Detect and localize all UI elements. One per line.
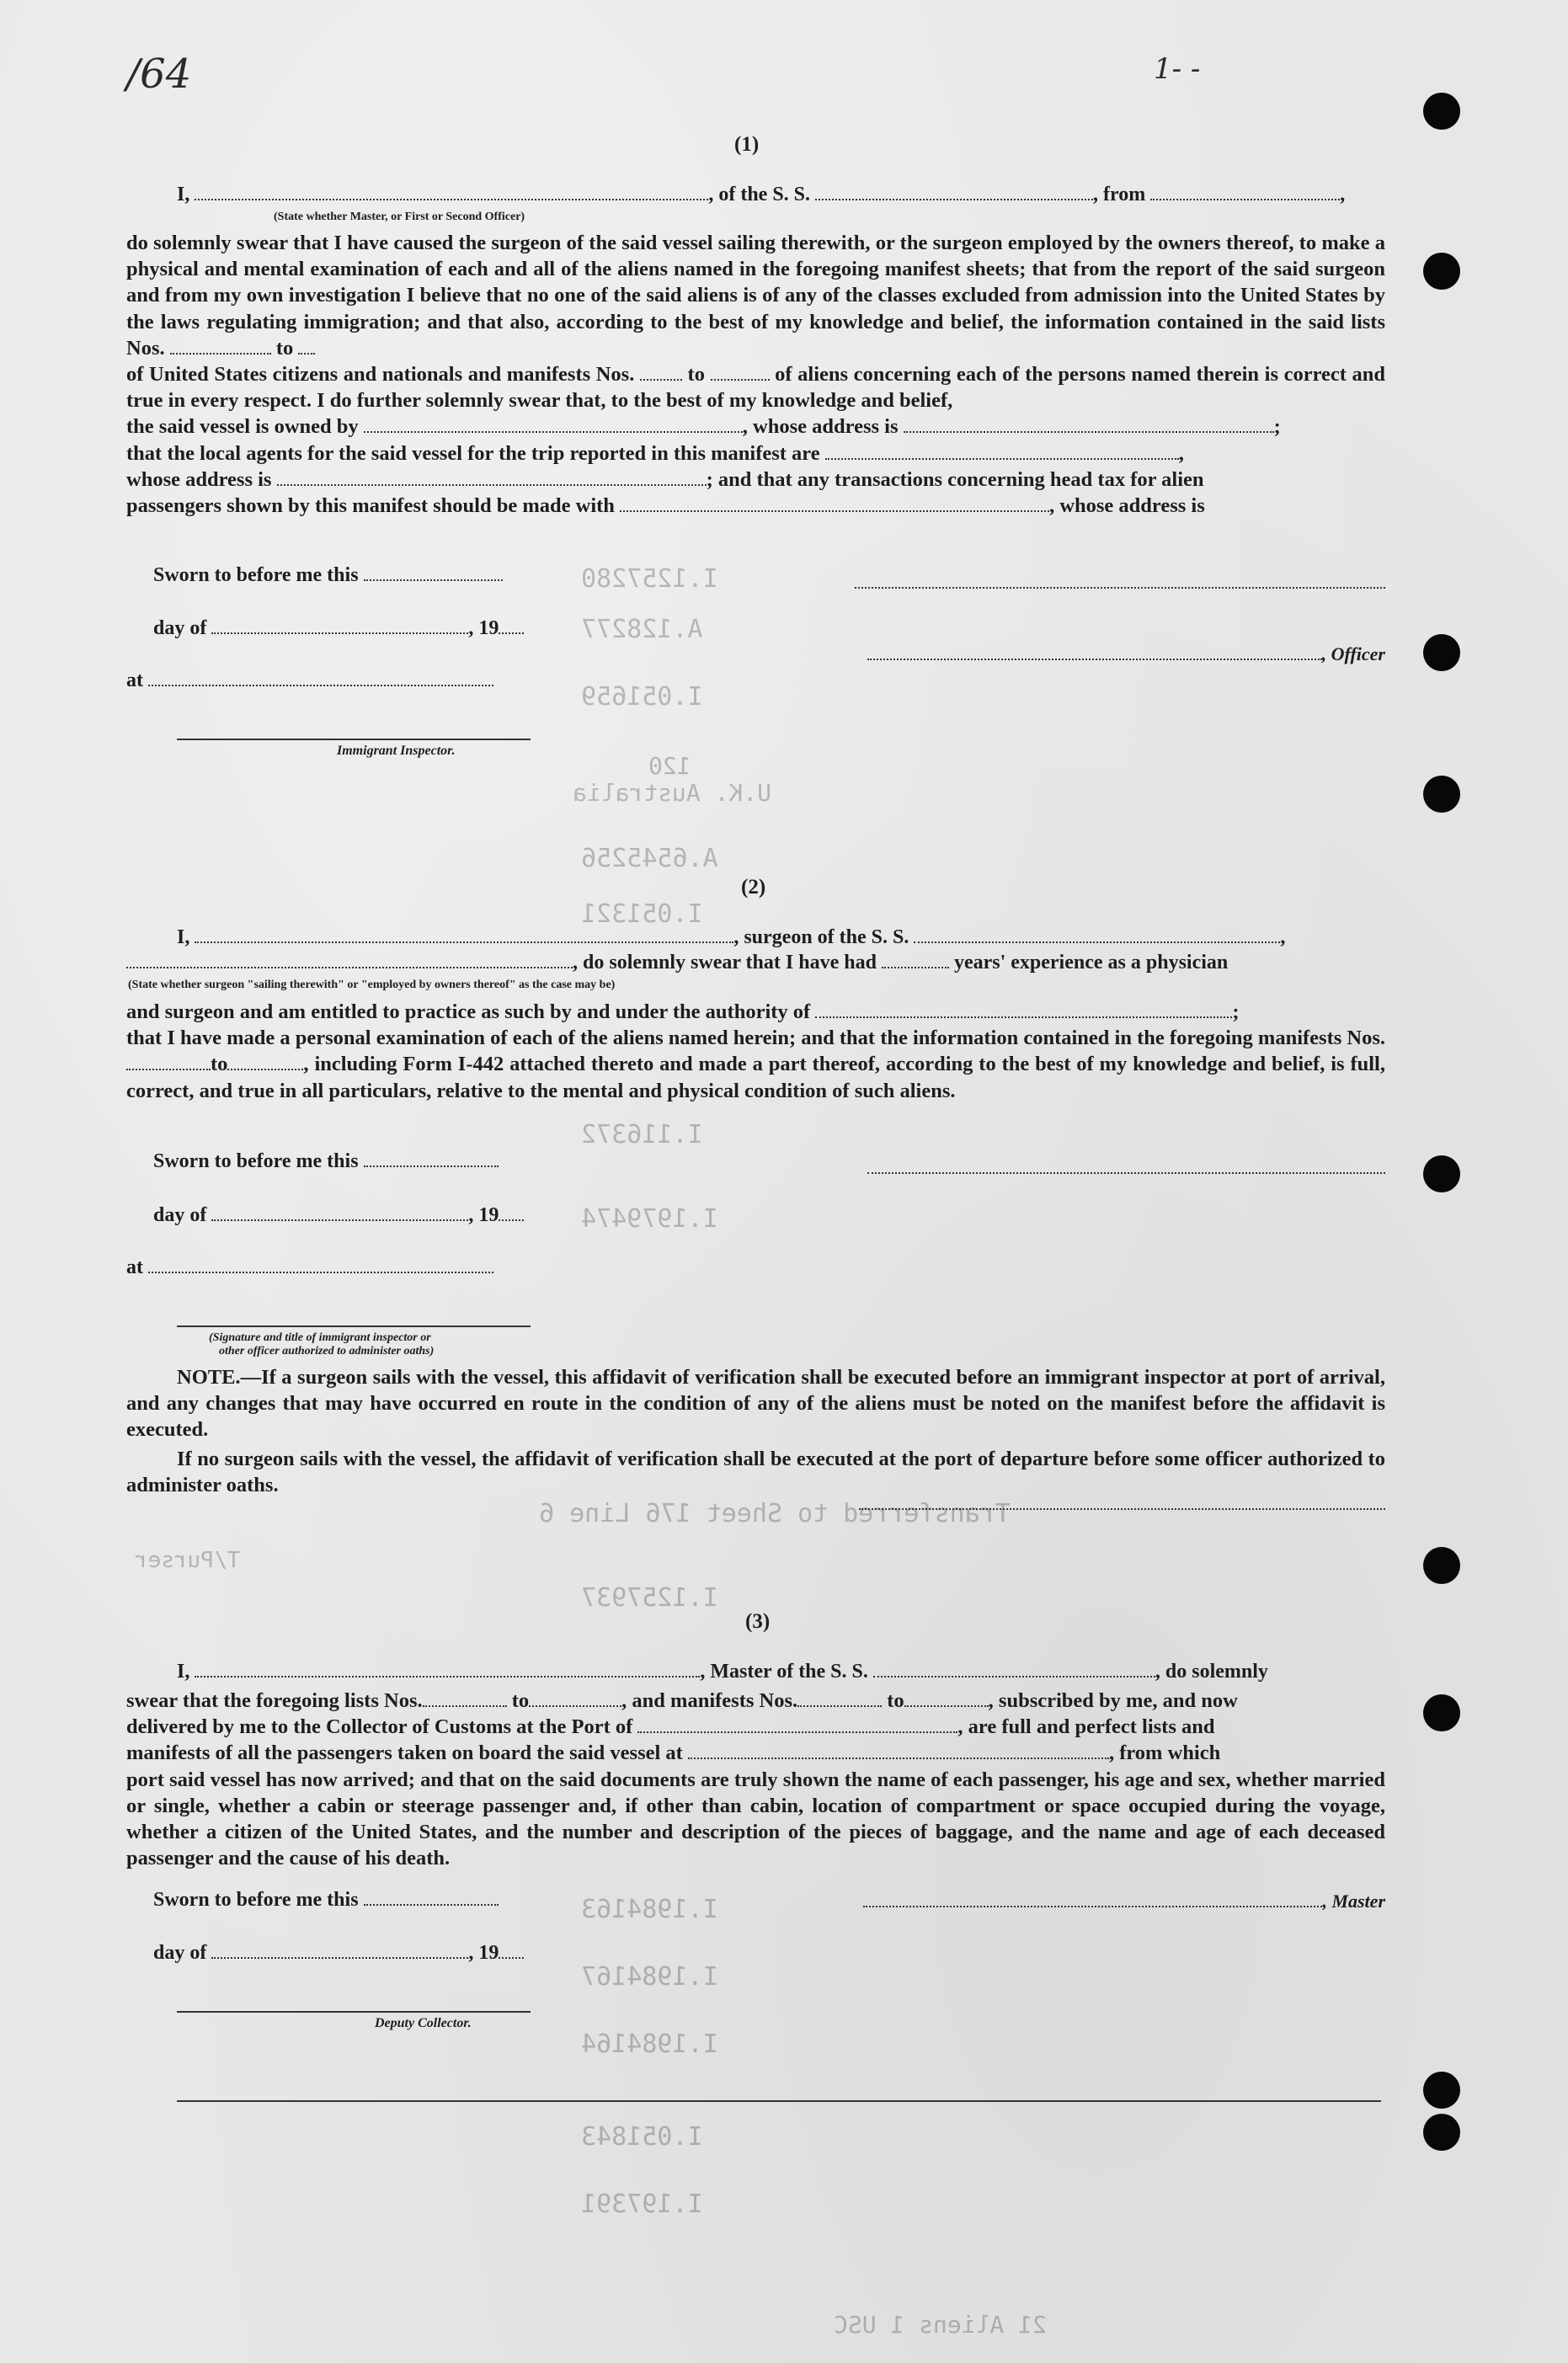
bleed-text: I.051843 xyxy=(581,2122,703,2152)
punch-hole xyxy=(1423,1694,1460,1731)
at-line: at xyxy=(126,669,493,692)
punch-hole xyxy=(1423,1155,1460,1192)
punch-hole xyxy=(1423,2114,1460,2151)
signature-line xyxy=(855,587,1385,589)
punch-hole xyxy=(1423,1547,1460,1584)
bleed-text: I.051659 xyxy=(581,682,703,712)
oath-line: I, , of the S. S. , from , xyxy=(177,184,1346,205)
master-line: I, , Master of the S. S. , do solemnly xyxy=(177,1661,1268,1683)
bleed-text: I.051321 xyxy=(581,899,703,929)
signature-line xyxy=(177,2011,531,2013)
surgeon-line-2: , do solemnly swear that I have had years' experience as a physician xyxy=(126,952,1228,974)
surgeon-line: I, , surgeon of the S. S. , xyxy=(177,926,1286,948)
day-line: day of , 19 xyxy=(153,617,524,640)
section-number: (1) xyxy=(734,133,760,156)
surgeon-paragraph: and surgeon and am entitled to practice as such by and under the authority of ; that I have made a personal examination of each of the aliens named herein; and that the information contained in the foregoing manifests Nos.to , including Form I-442 attached thereto and made a part thereof, according to the best of my knowledge and belief, is full, correct, and true in all particulars, relative to the mental and physical condition of such aliens. xyxy=(126,1000,1386,1102)
bleed-text: T/Purser xyxy=(135,1548,241,1573)
punch-hole xyxy=(1423,776,1460,813)
at-line: at xyxy=(126,1256,493,1279)
bleed-text: 21 Aliens 1 USC xyxy=(834,2311,1047,2339)
ship-name-field xyxy=(815,184,1093,200)
signature-line xyxy=(177,1326,531,1327)
punch-hole xyxy=(1423,2072,1460,2109)
bottom-rule xyxy=(177,2100,1381,2102)
bleed-text: I.1984167 xyxy=(581,1962,718,1992)
bleed-text: I.1257937 xyxy=(581,1583,718,1613)
officer-line: , Officer xyxy=(855,643,1385,666)
bleed-text: I.1984164 xyxy=(581,2030,718,2059)
deputy-caption: Deputy Collector. xyxy=(375,2016,472,2030)
bleed-text: I.116372 xyxy=(581,1120,703,1149)
header-mark: 1- - xyxy=(1154,52,1201,86)
bleed-text: A.6545256 xyxy=(581,844,718,873)
day-line: day of , 19 xyxy=(153,1204,524,1227)
note-block: NOTE.—If a surgeon sails with the vessel, this affidavit of verification shall be executed before an immigrant inspector at port of arrival, and any changes that may have occurred en route in the condition of any of the aliens must be noted on the manifest before the affidavit is executed. If no surgeon sails with the vessel, the affidavit of verification shall be executed at the port of departure before some officer authorized to administer oaths. xyxy=(126,1366,1385,1496)
sworn-line: Sworn to before me this xyxy=(153,564,503,587)
sworn-line: Sworn to before me this xyxy=(153,1889,499,1912)
section-number: (3) xyxy=(745,1610,771,1633)
master-signature-line: , Master xyxy=(851,1891,1385,1913)
bleed-text: A.128277 xyxy=(581,615,703,644)
signature-line xyxy=(177,739,531,740)
punch-hole xyxy=(1423,634,1460,671)
sworn-line: Sworn to before me this xyxy=(153,1150,499,1173)
bleed-text: I.1257280 xyxy=(581,564,718,594)
port-field xyxy=(1150,184,1340,200)
bleed-text: Transferred to Sheet 176 Line 6 xyxy=(539,1499,1011,1528)
inspector-caption: Immigrant Inspector. xyxy=(337,744,456,758)
section-number: (2) xyxy=(741,876,766,899)
master-paragraph: swear that the foregoing lists Nos. to , and manifests Nos. to , subscribed by me, and now delivered by me to the Collector of Customs at the Port of , are full and perfect lists and manifests of all the passengers taken on board the said vessel at , from which port said vessel has now arrived; and that on the said documents are truly shown the name of each passenger, his age and sex, whether married or single, whether a cabin or steerage passenger and, if other than cabin, location of compartment or space occupied during the voyage, whether a citizen of the United States, and the number and description of the pieces of baggage, and the name and age of each deceased passenger and the cause of his death. xyxy=(126,1689,1385,1870)
signature-caption: other officer authorized to administer oaths) xyxy=(219,1345,435,1358)
oath-paragraph: do solemnly swear that I have caused the surgeon of the said vessel sailing therewith, or the surgeon employed by the owners thereof, to make a physical and mental examination of each and all of the aliens named in the foregoing manifest sheets; that from the report of the said surgeon and from my own investigation I believe that no one of the said aliens is of any of the classes excluded from admission into the United States by the laws regulating immigration; and that also, according to the best of my knowledge and belief, the information contained in the said lists Nos. to of United States citizens and nationals and manifests Nos. to of aliens concerning each of the persons named therein is correct and true in every respect. I do further solemnly swear that, to the best of my knowledge and belief, the said vessel is owned by , whose address is ; that the local agents for the said vessel for the trip reported in this manifest are , whose address is ; and that any transactions concerning head tax for alien passengers shown by this manifest should be made with , whose address is xyxy=(126,232,1385,518)
bleed-text: I.1979474 xyxy=(581,1204,718,1234)
master-name-field xyxy=(195,184,708,200)
corner-mark: /64 xyxy=(126,51,192,98)
signature-line xyxy=(867,1172,1385,1174)
punch-hole xyxy=(1423,253,1460,290)
divider xyxy=(859,1508,1385,1510)
day-line: day of , 19 xyxy=(153,1942,524,1965)
caption: (State whether Master, or First or Second Officer) xyxy=(274,211,525,223)
caption: (State whether surgeon "sailing therewith" or "employed by owners thereof" as the case may be) xyxy=(128,979,616,991)
bleed-text: I.1984163 xyxy=(581,1895,718,1924)
punch-hole xyxy=(1423,93,1460,130)
bleed-text: U.K. Australia xyxy=(573,779,772,807)
bleed-text: I.197391 xyxy=(581,2190,703,2219)
signature-caption: (Signature and title of immigrant inspector or xyxy=(209,1331,431,1344)
bleed-text: 120 xyxy=(648,752,691,780)
